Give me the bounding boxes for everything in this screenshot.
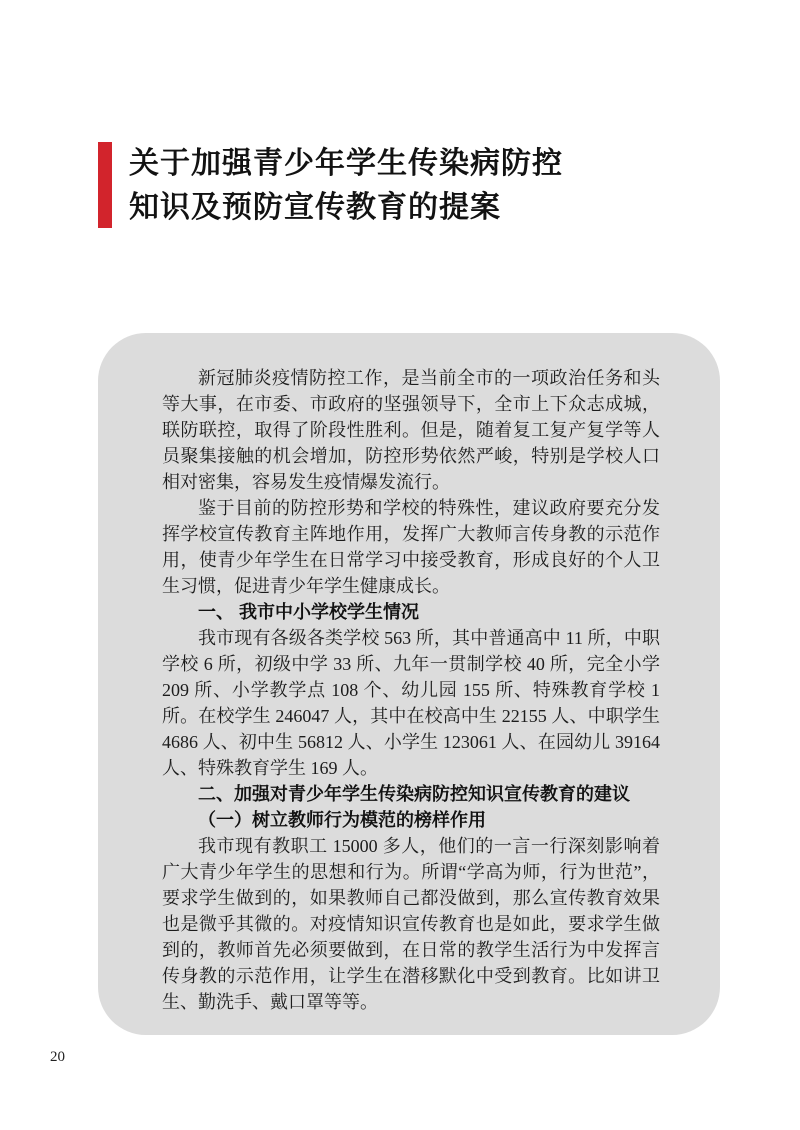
proposal-title-block [98, 142, 563, 230]
page-title-line-2: 知识及预防宣传教育的提案 [129, 191, 501, 224]
content-panel [98, 333, 720, 1035]
page-number: 20 [50, 1049, 65, 1065]
page-title-line-1: 关于加强青少年学生传染病防控 [129, 147, 563, 180]
paragraph-rationale: 鉴于目前的防控形势和学校的特殊性，建议政府要充分发挥学校宣传教育主阵地作用，发挥广大教师言传身教的示范作用，使青少年学生在日常学习中接受教育，形成良好的个人卫生习惯，促进青少年学生健康成长。 [162, 498, 660, 596]
paragraph-school-statistics: 我市现有各级各类学校 563 所，其中普通高中 11 所，中职学校 6 所，初级中学 33 所、九年一贯制学校 40 所，完全小学 209 所、小学教学点 108 个、幼儿园 155 所、特殊教育学校 1 所。在校学生 246047 人，其中在校高中生 22155 人、中职学生 4686 人、初中生 56812 人、小学生 123061 人、在园幼儿 39164 人、特殊教育学生 169 人。 [162, 628, 660, 778]
section-heading-2: 二、加强对青少年学生传染病防控知识宣传教育的建议 [198, 784, 630, 804]
section-heading-1: 一、 我市中小学校学生情况 [198, 602, 419, 622]
page-title [129, 142, 563, 230]
subsection-heading-2-1: （一）树立教师行为模范的榜样作用 [198, 810, 486, 830]
title-accent-bar [98, 142, 112, 228]
paragraph-intro: 新冠肺炎疫情防控工作，是当前全市的一项政治任务和头等大事，在市委、市政府的坚强领导下，全市上下众志成城，联防联控，取得了阶段性胜利。但是，随着复工复产复学等人员聚集接触的机会增加，防控形势依然严峻，特别是学校人口相对密集，容易发生疫情爆发流行。 [162, 368, 660, 492]
paragraph-teacher-role-model: 我市现有教职工 15000 多人，他们的一言一行深刻影响着广大青少年学生的思想和行为。所谓“学高为师，行为世范”，要求学生做到的，如果教师自己都没做到，那么宣传教育效果也是微乎其微的。对疫情知识宣传教育也是如此，要求学生做到的，教师首先必须要做到，在日常的教学生活行为中发挥言传身教的示范作用，让学生在潜移默化中受到教育。比如讲卫生、勤洗手、戴口罩等等。 [162, 836, 660, 1012]
